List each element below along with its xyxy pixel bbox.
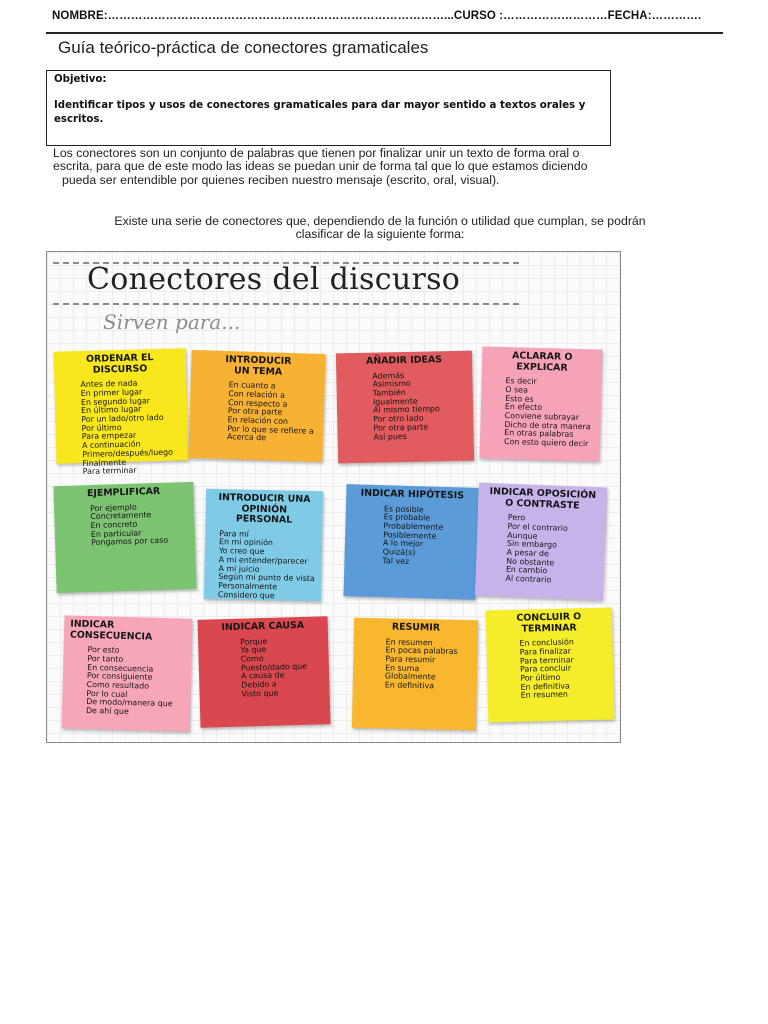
connector-item: En concreto [90, 519, 138, 531]
connector-item: Para resumir [385, 654, 436, 665]
note-title [360, 622, 472, 635]
connector-item: Pero [507, 512, 526, 523]
connector-item: Esto es [505, 393, 534, 404]
connector-item: En otras palabras [504, 428, 574, 440]
connector-note [475, 483, 607, 601]
connector-item: Tal vez [382, 556, 410, 566]
connector-item: Para concluir [519, 663, 572, 675]
connector-item: En resumen [520, 689, 568, 701]
note-title [488, 351, 597, 375]
connector-item: Debido a [241, 679, 277, 690]
connector-item: Considero que [217, 589, 275, 600]
connector-item: En definitiva [520, 681, 570, 692]
connector-item: Por un lado/otro lado [81, 412, 164, 425]
connector-item: Con esto quiero decir [503, 437, 589, 449]
note-title [342, 355, 466, 368]
connector-item: Además [372, 370, 405, 381]
connector-item: Para mí [219, 528, 250, 539]
connector-item: Como resultado [86, 679, 150, 691]
connector-item: Por ejemplo [89, 502, 137, 513]
connectors-infographic [46, 251, 621, 743]
student-info-line: NOMBRE:……………………………………………………………………………...CURSO :………………………FECHA:…………. [52, 10, 702, 22]
connector-item: Al contrario [505, 573, 552, 585]
connector-note [486, 607, 615, 722]
connector-item: Dicho de otra manera [504, 419, 591, 432]
connector-item: De ahí que [85, 706, 129, 717]
connector-item: Por consiguiente [86, 671, 153, 682]
note-title-line: CONSECUENCIA [69, 629, 153, 643]
connector-note [480, 346, 603, 461]
note-title-line: ACLARAR O [511, 350, 573, 363]
connector-item: Posiblemente [383, 529, 437, 541]
note-title-line: EJEMPLIFICAR [86, 485, 161, 500]
connector-item: Globalmente [384, 671, 436, 682]
note-title-line: INDICAR OPOSICIÓN [489, 485, 597, 502]
objective-text: Identificar tipos y usos de conectores gramaticales para dar mayor sentido a textos orales y escritos. [54, 100, 586, 125]
connector-item: Conviene subrayar [504, 411, 580, 422]
connector-item: Quizá(s) [382, 547, 416, 558]
connector-item: Finalmente [82, 457, 127, 468]
connector-item: En pocas palabras [385, 645, 458, 657]
connector-item: Por último [81, 422, 122, 433]
connector-item: Según mi punto de vista [218, 572, 315, 584]
note-title-line: RESUMIR [391, 621, 441, 634]
note-title [211, 493, 317, 527]
connector-item: En particular [90, 528, 142, 539]
note-title [197, 354, 320, 379]
note-title-line: INDICAR HIPÓTESIS [360, 487, 465, 502]
connector-item: A causa de [240, 670, 285, 682]
connector-note [54, 348, 189, 477]
connector-item: En efecto [504, 402, 543, 413]
note-title-line: DISCURSO [92, 362, 148, 376]
connector-item: En consecuencia [87, 662, 154, 674]
connector-item: Pongamos por caso [91, 536, 169, 548]
connector-item: Es probable [383, 512, 431, 523]
connector-item: Personalmente [218, 581, 278, 592]
connector-item: En mi opinión [218, 537, 274, 548]
connector-item: Por otra parte [227, 406, 283, 418]
connector-item: Es posible [383, 503, 424, 514]
note-title-line: UN TEMA [233, 364, 283, 378]
note-title-line: INTRODUCIR [225, 353, 292, 368]
note-title-line: CONCLUIR O [516, 611, 582, 624]
classification-intro [60, 215, 700, 242]
connector-item: Antes de nada [80, 378, 138, 390]
note-title [492, 612, 606, 636]
connector-item: Por el contrario [507, 521, 568, 533]
note-title-line: INDICAR CAUSA [221, 619, 305, 634]
infographic-subtitle: Sirven para... [103, 310, 241, 334]
connector-item: Como [240, 654, 264, 664]
note-title [204, 620, 322, 634]
intro-line-3: pueda ser entendible por quienes reciben nuestro mensaje (escrito, oral, visual). [62, 172, 500, 187]
intro-line-2: escrita, para que de este modo las ideas se puedan unir de forma tal que lo que estamos diciendo [53, 159, 588, 174]
connector-item: A mi entender/parecer [218, 554, 308, 566]
connector-item: No obstante [506, 556, 555, 568]
connector-item: Ya que [240, 645, 267, 655]
connector-item: Por lo cual [86, 688, 128, 699]
note-title-line: O CONTRASTE [505, 497, 580, 512]
page-title: Guía teórico-práctica de conectores gramaticales [58, 38, 429, 57]
note-title [484, 487, 601, 513]
connector-item: Con relación a [228, 388, 286, 400]
connector-item: En cuanto a [228, 380, 276, 391]
connector-item: Visto que [241, 688, 279, 699]
connector-item: Por tanto [87, 653, 124, 664]
header-divider [46, 32, 723, 34]
connector-item: Por lo que se refiere a [227, 423, 314, 436]
connector-item: En relación con [227, 415, 289, 426]
classification-line-2: clasificar de la siguiente forma: [295, 227, 465, 242]
note-title-line: AÑADIR IDEAS [366, 354, 443, 367]
objective-box [46, 70, 611, 146]
connector-item: A pesar de [506, 547, 550, 559]
connector-item: De modo/manera que [86, 697, 173, 709]
intro-paragraph [53, 147, 693, 187]
connector-item: A continuación [81, 439, 141, 451]
note-title-line: ORDENAR EL [85, 352, 154, 365]
connector-item: También [372, 387, 406, 398]
connector-item: En segundo lugar [80, 395, 151, 407]
connector-note [343, 484, 478, 600]
connector-item: Es decir [505, 376, 537, 387]
connector-item: Para terminar [82, 465, 137, 477]
connector-item: A lo mejor [382, 538, 424, 549]
connector-note [352, 618, 478, 731]
connector-note [336, 351, 474, 464]
connector-item: Porque [240, 636, 268, 647]
connector-note [188, 350, 325, 462]
note-title [70, 619, 187, 643]
connector-item: Probablemente [383, 521, 444, 532]
connector-item: En resumen [385, 636, 433, 647]
objective-label: Objetivo: [54, 74, 107, 85]
title-dashed-line-bottom [53, 303, 519, 305]
connector-item: Para finalizar [519, 646, 572, 657]
connector-item: Puesto/dado que [240, 661, 308, 673]
note-title-line: INTRODUCIR UNA [218, 492, 311, 505]
connector-item: Para empezar [81, 431, 137, 442]
connector-item: Sin embargo [506, 538, 558, 550]
connector-item: Para terminar [519, 655, 574, 666]
intro-line-1: Los conectores son un conjunto de palabras que tienen por finalizar unir un texto de forma oral o [53, 146, 580, 160]
connector-item: Por último [520, 672, 561, 683]
connector-item: Yo creo que [218, 546, 265, 557]
connector-item: Igualmente [372, 396, 418, 407]
connector-item: Acerca de [226, 432, 267, 443]
connector-item: Por otro lado [373, 413, 424, 424]
connector-item: En último lugar [80, 404, 142, 416]
connector-note [198, 616, 331, 728]
connector-item: O sea [505, 384, 529, 395]
note-title [60, 352, 181, 376]
connector-item: Concretamente [90, 510, 152, 522]
connector-item: Primero/después/luego [82, 447, 173, 459]
connector-item: Por otra parte [373, 422, 429, 433]
connector-item: En cambio [505, 565, 548, 576]
connector-item: A mi juicio [218, 563, 260, 574]
note-title-line: TERMINAR [521, 621, 577, 635]
note-title-line: EXPLICAR [516, 360, 568, 374]
connector-item: En definitiva [384, 680, 435, 691]
connector-item: Por esto [87, 645, 120, 655]
connector-item: Así pues [373, 431, 407, 442]
connector-item: En suma [385, 663, 420, 673]
infographic-title: Conectores del discurso [87, 262, 461, 297]
connector-item: Aunque [507, 530, 538, 541]
connector-item: Asimismo [372, 379, 411, 389]
connector-note [53, 482, 196, 593]
connector-item: Al mismo tiempo [372, 404, 440, 416]
connector-note [62, 615, 193, 731]
note-title-line: INDICAR [70, 618, 115, 631]
connector-item: En primer lugar [80, 387, 143, 398]
note-title [59, 486, 187, 501]
classification-line-1: Existe una serie de conectores que, dependiendo de la función o utilidad que cumplan, se podrán [114, 214, 646, 228]
note-title-line: OPINIÓN PERSONAL [235, 503, 293, 526]
connector-item: Con respecto a [227, 397, 288, 409]
connector-item: En conclusión [519, 637, 574, 648]
connector-note [204, 489, 323, 601]
note-title [352, 488, 472, 502]
